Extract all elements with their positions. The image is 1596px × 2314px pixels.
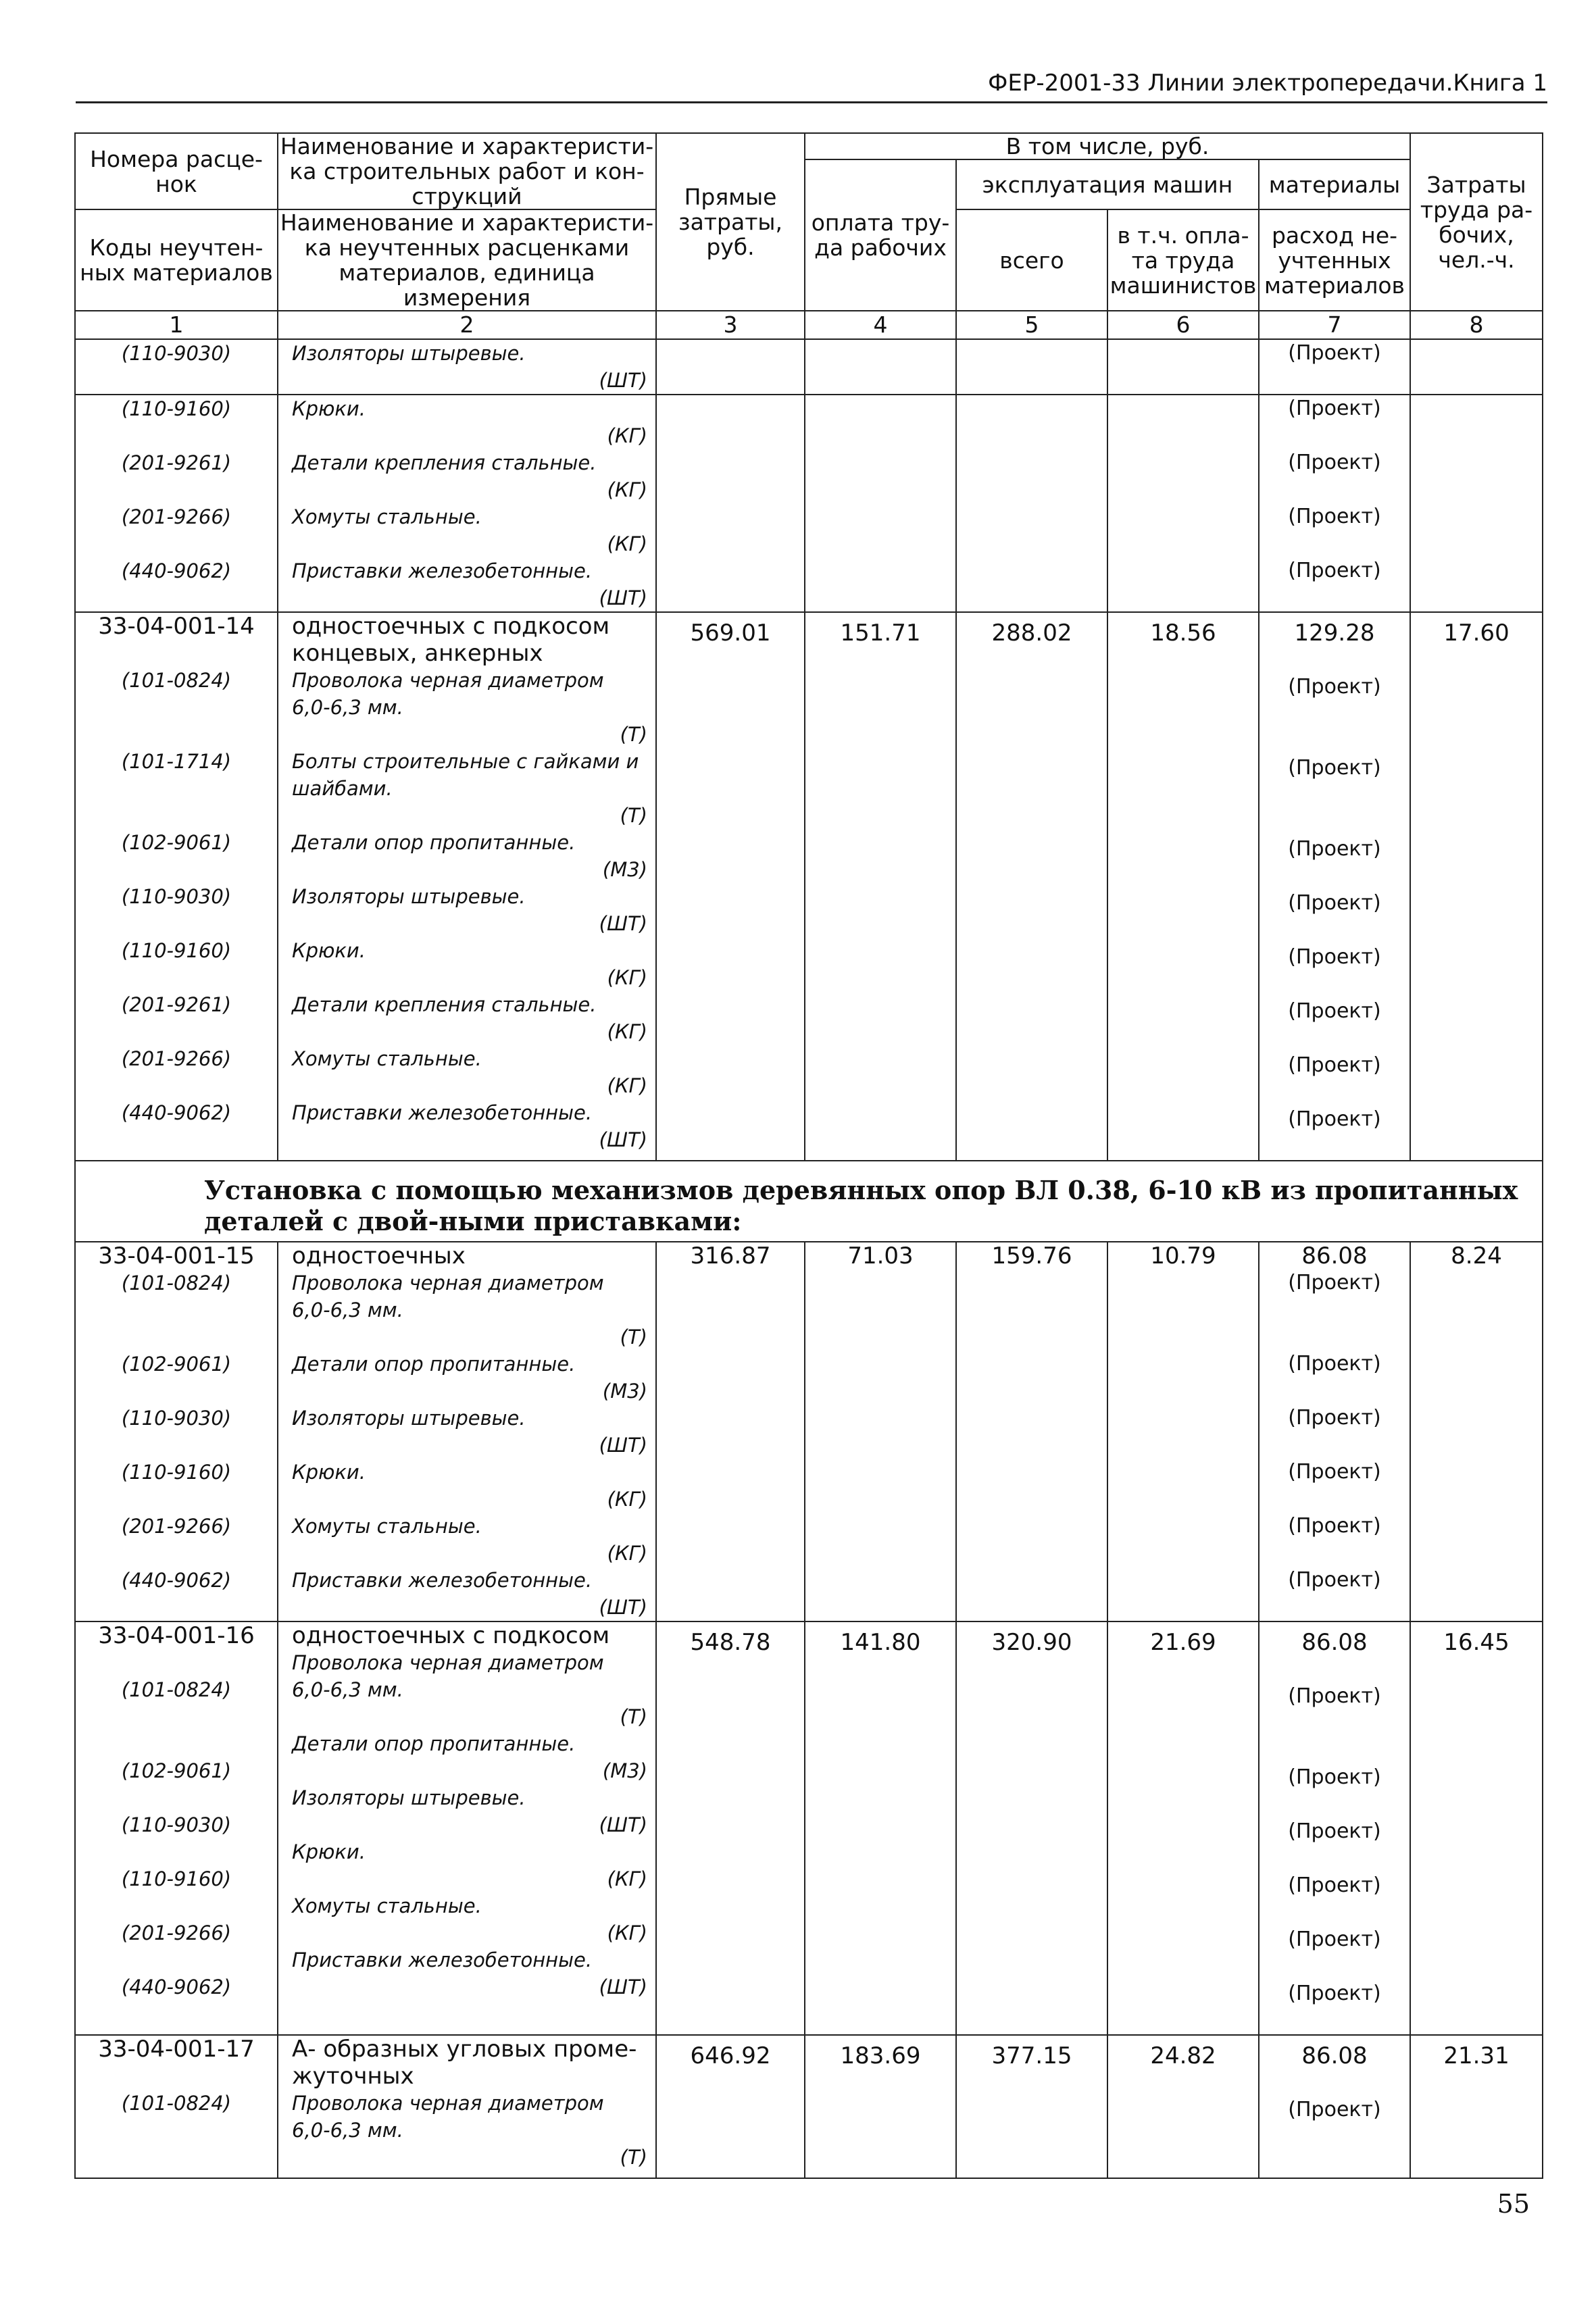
material-code: (110-9160) xyxy=(121,939,232,962)
material-unit: (КГ) xyxy=(607,424,647,447)
labor-pay-value xyxy=(805,2035,956,2178)
col-number: 4 xyxy=(805,311,956,339)
material-unit: (ШТ) xyxy=(599,1976,647,1998)
material-name: Изоляторы штыревые. xyxy=(292,342,526,365)
material-name: Проволока черная диаметром 6,0-6,3 мм. xyxy=(292,2092,604,2142)
materials-value xyxy=(1259,1621,1410,2035)
rate-code: 33-04-001-15 xyxy=(98,1242,255,1269)
col2-top-header: Наименование и характеристи-ка строительных работ и кон-струкций xyxy=(278,133,656,209)
material-code: (110-9160) xyxy=(121,397,232,420)
project-label: (Проект) xyxy=(1288,1514,1381,1538)
labor-hours-value: 21.31 xyxy=(1443,2042,1510,2069)
materials-value: 86.08 xyxy=(1301,1242,1368,1269)
materials-value xyxy=(1259,339,1410,395)
labor-hours-value xyxy=(1410,339,1543,395)
col1-top-header: Номера расце-нок xyxy=(75,133,278,209)
col-number: 8 xyxy=(1410,311,1543,339)
machine-cost-value xyxy=(956,339,1107,395)
material-name: Крюки. xyxy=(292,939,366,962)
table-row xyxy=(75,2035,1543,2178)
project-label: (Проект) xyxy=(1288,999,1381,1023)
material-unit: (Т) xyxy=(620,2146,647,2169)
machine-cost-value: 320.90 xyxy=(991,1629,1072,1656)
material-name: Изоляторы штыревые. xyxy=(292,1786,526,1809)
direct-cost-value xyxy=(656,612,805,1161)
code-cell xyxy=(75,1242,278,1621)
material-code: (110-9030) xyxy=(121,885,232,908)
table-row xyxy=(75,339,1543,395)
labor-hours-value: 8.24 xyxy=(1451,1242,1502,1269)
project-label: (Проект) xyxy=(1288,1271,1381,1294)
material-code: (110-9030) xyxy=(121,342,232,365)
project-label: (Проект) xyxy=(1288,1107,1381,1131)
rate-code: 33-04-001-16 xyxy=(98,1622,255,1649)
material-name: Приставки железобетонные. xyxy=(292,1948,593,1971)
labor-hours-value: 17.60 xyxy=(1443,620,1510,647)
table-row xyxy=(75,612,1543,1161)
project-label: (Проект) xyxy=(1288,837,1381,861)
table-row xyxy=(75,1242,1543,1621)
machine-cost-value xyxy=(956,2035,1107,2178)
project-label: (Проект) xyxy=(1288,1819,1381,1843)
materials-value xyxy=(1259,1242,1410,1621)
rate-code: 33-04-001-14 xyxy=(98,613,255,640)
col2-bottom-header: Наименование и характеристи-ка неучтенных расценками материалов, единица измерения xyxy=(278,209,656,311)
code-cell xyxy=(75,2035,278,2178)
col5-header: всего xyxy=(956,209,1107,311)
col6-header: в т.ч. опла-та труда машинистов xyxy=(1107,209,1259,311)
material-name: Крюки. xyxy=(292,1461,366,1484)
labor-hours-value xyxy=(1410,395,1543,612)
code-cell xyxy=(75,339,278,395)
material-unit: (Т) xyxy=(620,804,647,827)
name-cell xyxy=(278,395,656,612)
name-cell xyxy=(278,1242,656,1621)
material-code: (201-9261) xyxy=(121,993,232,1016)
material-name: Крюки. xyxy=(292,397,366,420)
material-name: Хомуты стальные. xyxy=(292,1894,482,1917)
materials-header: материалы xyxy=(1259,159,1410,209)
material-unit: (ШТ) xyxy=(599,1596,647,1619)
project-label: (Проект) xyxy=(1288,1460,1381,1484)
material-name: Хомуты стальные. xyxy=(292,505,482,528)
material-unit: (КГ) xyxy=(607,1020,647,1043)
project-label: (Проект) xyxy=(1288,1406,1381,1430)
material-unit: (КГ) xyxy=(607,478,647,501)
material-name: Приставки железобетонные. xyxy=(292,1101,593,1124)
machine-cost-value: 377.15 xyxy=(991,2042,1072,2069)
material-code: (201-9261) xyxy=(121,451,232,474)
machinist-pay-value xyxy=(1107,1242,1259,1621)
direct-cost-value xyxy=(656,339,805,395)
labor-pay-value xyxy=(805,339,956,395)
labor-pay-value: 183.69 xyxy=(840,2042,921,2069)
material-code: (102-9061) xyxy=(121,1353,232,1376)
rate-name: одностоечных с подкосом xyxy=(292,1622,610,1649)
labor-pay-value: 151.71 xyxy=(840,620,921,647)
material-code: (110-9030) xyxy=(121,1407,232,1430)
machine-cost-value xyxy=(956,395,1107,612)
machinist-pay-value xyxy=(1107,612,1259,1161)
material-code: (440-9062) xyxy=(121,1976,232,1998)
materials-value xyxy=(1259,395,1410,612)
project-label: (Проект) xyxy=(1288,451,1381,474)
machine-cost-value xyxy=(956,1242,1107,1621)
machinist-pay-value xyxy=(1107,2035,1259,2178)
material-code: (201-9266) xyxy=(121,1921,232,1944)
labor-hours-value: 16.45 xyxy=(1443,1629,1510,1656)
direct-cost-value: 548.78 xyxy=(690,1629,771,1656)
project-label: (Проект) xyxy=(1288,1928,1381,1951)
labor-hours-value xyxy=(1410,1242,1543,1621)
material-unit: (Т) xyxy=(620,1326,647,1349)
material-code: (201-9266) xyxy=(121,1047,232,1070)
material-name: Детали опор пропитанные. xyxy=(292,831,576,854)
machine-cost-value xyxy=(956,1621,1107,2035)
material-unit: (ШТ) xyxy=(599,1128,647,1151)
material-code: (101-1714) xyxy=(121,750,232,773)
material-unit: (ШТ) xyxy=(599,586,647,609)
rate-name: А- образных угловых проме-жуточных xyxy=(292,2036,637,2090)
material-name: Приставки железобетонные. xyxy=(292,559,593,582)
rate-name: одностоечных xyxy=(292,1242,466,1269)
material-name: Приставки железобетонные. xyxy=(292,1569,593,1592)
material-unit: (ШТ) xyxy=(599,1434,647,1457)
table-row xyxy=(75,395,1543,612)
machinist-pay-value xyxy=(1107,339,1259,395)
machinist-pay-value: 21.69 xyxy=(1150,1629,1216,1656)
material-unit: (КГ) xyxy=(607,1488,647,1511)
materials-value: 129.28 xyxy=(1294,620,1375,647)
material-code: (440-9062) xyxy=(121,559,232,582)
material-code: (201-9266) xyxy=(121,1515,232,1538)
project-label: (Проект) xyxy=(1288,1684,1381,1708)
machinist-pay-value xyxy=(1107,395,1259,612)
materials-value xyxy=(1259,2035,1410,2178)
materials-value: 86.08 xyxy=(1301,1629,1368,1656)
project-label: (Проект) xyxy=(1288,397,1381,420)
machinist-pay-value: 24.82 xyxy=(1150,2042,1216,2069)
material-name: Болты строительные с гайками и шайбами. xyxy=(292,750,639,800)
labor-hours-value xyxy=(1410,612,1543,1161)
project-label: (Проект) xyxy=(1288,2098,1381,2121)
material-unit: (КГ) xyxy=(607,1074,647,1097)
material-unit: (Т) xyxy=(620,1705,647,1728)
material-code: (440-9062) xyxy=(121,1569,232,1592)
direct-cost-value: 316.87 xyxy=(690,1242,771,1269)
material-code: (102-9061) xyxy=(121,1759,232,1782)
material-name: Хомуты стальные. xyxy=(292,1047,482,1070)
material-code: (101-0824) xyxy=(121,2092,232,2115)
material-unit: (М3) xyxy=(602,1380,647,1403)
direct-cost-value: 569.01 xyxy=(690,620,771,647)
machine-cost-value xyxy=(956,612,1107,1161)
col-number: 5 xyxy=(956,311,1107,339)
material-name: Изоляторы штыревые. xyxy=(292,885,526,908)
name-cell xyxy=(278,1621,656,2035)
material-code: (110-9160) xyxy=(121,1867,232,1890)
machinist-pay-value: 18.56 xyxy=(1150,620,1216,647)
material-code: (110-9030) xyxy=(121,1813,232,1836)
in-total-header: В том числе, руб. xyxy=(805,133,1410,159)
material-unit: (КГ) xyxy=(607,1867,647,1890)
name-cell xyxy=(278,339,656,395)
code-cell xyxy=(75,612,278,1161)
labor-pay-value xyxy=(805,612,956,1161)
col-number: 3 xyxy=(656,311,805,339)
col3-header: Прямые затраты, руб. xyxy=(656,133,805,311)
direct-cost-value: 646.92 xyxy=(690,2042,771,2069)
labor-pay-value: 71.03 xyxy=(847,1242,914,1269)
material-code: (440-9062) xyxy=(121,1101,232,1124)
project-label: (Проект) xyxy=(1288,1352,1381,1376)
col7-header: расход не-учтенных материалов xyxy=(1259,209,1410,311)
machine-cost-value: 288.02 xyxy=(991,620,1072,647)
page-number: 55 xyxy=(1497,2189,1530,2219)
name-cell xyxy=(278,612,656,1161)
direct-cost-value xyxy=(656,395,805,612)
material-name: Крюки. xyxy=(292,1840,366,1863)
machinist-pay-value: 10.79 xyxy=(1150,1242,1216,1269)
code-cell xyxy=(75,395,278,612)
project-label: (Проект) xyxy=(1288,891,1381,915)
material-name: Детали крепления стальные. xyxy=(292,993,597,1016)
material-code: (101-0824) xyxy=(121,1678,232,1701)
material-code: (110-9160) xyxy=(121,1461,232,1484)
materials-value xyxy=(1259,612,1410,1161)
rate-name: одностоечных с подкосом концевых, анкерных xyxy=(292,613,610,667)
section-title: Установка с помощью механизмов деревянных опор ВЛ 0.38, 6-10 кВ из пропитанных деталей с двой-ными приставками: xyxy=(75,1161,1543,1242)
material-unit: (КГ) xyxy=(607,966,647,989)
page-header: ФЕР-2001-33 Линии электропередачи.Книга 1 xyxy=(76,68,1547,103)
name-cell xyxy=(278,2035,656,2178)
material-unit: (М3) xyxy=(602,1759,647,1782)
material-unit: (КГ) xyxy=(607,532,647,555)
material-code: (101-0824) xyxy=(121,669,232,692)
material-unit: (М3) xyxy=(602,858,647,881)
project-label: (Проект) xyxy=(1288,1765,1381,1789)
project-label: (Проект) xyxy=(1288,341,1381,365)
direct-cost-value xyxy=(656,1621,805,2035)
material-unit: (КГ) xyxy=(607,1921,647,1944)
material-name: Проволока черная диаметром 6,0-6,3 мм. xyxy=(292,1651,604,1701)
labor-pay-value: 141.80 xyxy=(840,1629,921,1656)
code-cell xyxy=(75,1621,278,2035)
material-name: Изоляторы штыревые. xyxy=(292,1407,526,1430)
labor-pay-value xyxy=(805,1621,956,2035)
project-label: (Проект) xyxy=(1288,1053,1381,1077)
project-label: (Проект) xyxy=(1288,1873,1381,1897)
material-unit: (Т) xyxy=(620,723,647,746)
col-number: 1 xyxy=(75,311,278,339)
direct-cost-value xyxy=(656,1242,805,1621)
project-label: (Проект) xyxy=(1288,559,1381,582)
machinist-pay-value xyxy=(1107,1621,1259,2035)
material-unit: (ШТ) xyxy=(599,1813,647,1836)
project-label: (Проект) xyxy=(1288,675,1381,699)
labor-hours-value xyxy=(1410,1621,1543,2035)
material-name: Детали опор пропитанные. xyxy=(292,1353,576,1376)
machines-header: эксплуатация машин xyxy=(956,159,1259,209)
material-name: Детали крепления стальные. xyxy=(292,451,597,474)
materials-value: 86.08 xyxy=(1301,2042,1368,2069)
material-name: Детали опор пропитанные. xyxy=(292,1732,576,1755)
rates-table xyxy=(74,132,1543,2179)
project-label: (Проект) xyxy=(1288,1982,1381,2005)
material-unit: (ШТ) xyxy=(599,369,647,392)
rate-code: 33-04-001-17 xyxy=(98,2036,255,2063)
col4-header: оплата тру-да рабочих xyxy=(805,159,956,311)
col8-header: Затраты труда ра-бочих, чел.-ч. xyxy=(1410,133,1543,311)
material-unit: (ШТ) xyxy=(599,912,647,935)
labor-pay-value xyxy=(805,395,956,612)
labor-hours-value xyxy=(1410,2035,1543,2178)
material-unit: (КГ) xyxy=(607,1542,647,1565)
col-number: 2 xyxy=(278,311,656,339)
machine-cost-value: 159.76 xyxy=(991,1242,1072,1269)
project-label: (Проект) xyxy=(1288,505,1381,528)
project-label: (Проект) xyxy=(1288,756,1381,780)
material-name: Проволока черная диаметром 6,0-6,3 мм. xyxy=(292,669,604,719)
table-row xyxy=(75,1621,1543,2035)
project-label: (Проект) xyxy=(1288,1568,1381,1592)
material-name: Хомуты стальные. xyxy=(292,1515,482,1538)
material-code: (201-9266) xyxy=(121,505,232,528)
material-code: (102-9061) xyxy=(121,831,232,854)
labor-pay-value xyxy=(805,1242,956,1621)
material-name: Проволока черная диаметром 6,0-6,3 мм. xyxy=(292,1272,604,1322)
col-number: 6 xyxy=(1107,311,1259,339)
direct-cost-value xyxy=(656,2035,805,2178)
col1-bottom-header: Коды неучтен-ных материалов xyxy=(75,209,278,311)
material-code: (101-0824) xyxy=(121,1272,232,1294)
project-label: (Проект) xyxy=(1288,945,1381,969)
col-number: 7 xyxy=(1259,311,1410,339)
